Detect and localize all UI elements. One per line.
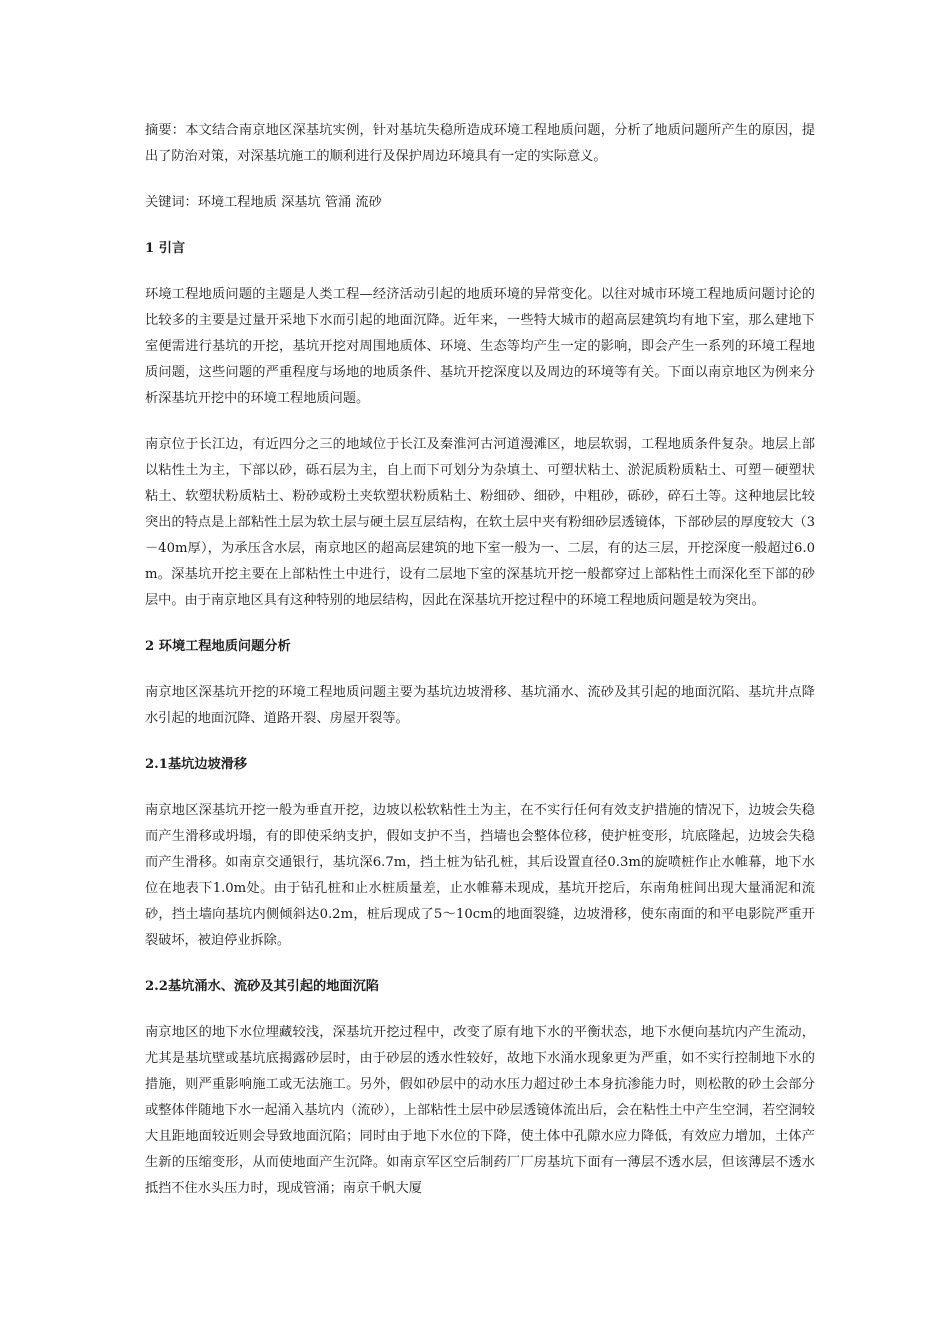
- abstract-paragraph: 摘要：本文结合南京地区深基坑实例，针对基坑失稳所造成环境工程地质问题，分析了地质问题所产生的原因，提出了防治对策，对深基坑施工的顺利进行及保护周边环境具有一定的实际意义。: [145, 123, 815, 164]
- section-2-2-heading: 2.2基坑涌水、流砂及其引起的地面沉陷: [145, 979, 379, 994]
- section-2-heading: 2 环境工程地质问题分析: [145, 639, 291, 654]
- section-2-1-paragraph-1: 南京地区深基坑开挖一般为垂直开挖，边坡以松软粘性土为主，在不实行任何有效支护措施的情况下，边坡会失稳而产生滑移或坍塌，有的即使采纳支护，假如支护不当，挡墙也会整体位移，使护桩变形，坑底隆起，边坡会失稳而产生滑移。如南京交通银行，基坑深6.7m，挡土桩为钻孔桩，其后设置直径0.3m的旋喷桩作止水帷幕，地下水位在地表下1.0m处。由于钻孔桩和止水桩质量差，止水帷幕未现成，基坑开挖后，东南角桩间出现大量涌泥和流砂，挡土墙向基坑内侧倾斜达0.2m，桩后现成了5～10cm的地面裂缝，边坡滑移，使东南面的和平电影院严重开裂破坏，被迫停业拆除。: [145, 803, 815, 948]
- keywords-line: 关键词：环境工程地质 深基坑 管涌 流砂: [145, 195, 382, 210]
- section-2-paragraph-1: 南京地区深基坑开挖的环境工程地质问题主要为基坑边坡滑移、基坑涌水、流砂及其引起的地面沉陷、基坑井点降水引起的地面沉降、道路开裂、房屋开裂等。: [145, 685, 815, 726]
- section-1-paragraph-1: 环境工程地质问题的主题是人类工程—经济活动引起的地质环境的异常变化。以往对城市环境工程地质问题讨论的比较多的主要是过量开采地下水而引起的地面沉降。近年来，一些特大城市的超高层建筑均有地下室，那么建地下室便需进行基坑的开挖，基坑开挖对周围地质体、环境、生态等均产生一定的影响，即会产生一系列的环境工程地质问题，这些问题的严重程度与场地的地质条件、基坑开挖深度以及周边的环境等有关。下面以南京地区为例来分析深基坑开挖中的环境工程地质问题。: [145, 287, 815, 406]
- section-1-heading: 1 引言: [145, 241, 186, 256]
- section-2-2-paragraph-1: 南京地区的地下水位埋藏较浅，深基坑开挖过程中，改变了原有地下水的平衡状态，地下水便向基坑内产生流动，尤其是基坑壁或基坑底揭露砂层时，由于砂层的透水性较好，故地下水涌水现象更为严重，如不实行控制地下水的措施，则严重影响施工或无法施工。另外，假如砂层中的动水压力超过砂土本身抗渗能力时，则松散的砂土会部分或整体伴随地下水一起涌入基坑内（流砂），上部粘性土层中砂层透镜体流出后，会在粘性土中产生空洞，若空洞较大且距地面较近则会导致地面沉陷；同时由于地下水位的下降，使土体中孔隙水应力降低，有效应力增加，土体产生新的压缩变形，从而使地面产生沉降。如南京军区空后制药厂厂房基坑下面有一薄层不透水层，但该薄层不透水抵挡不住水头压力时，现成管涌；南京千帆大厦: [145, 1025, 815, 1196]
- section-2-1-heading: 2.1基坑边坡滑移: [145, 757, 248, 772]
- document-page: [145, 118, 815, 1222]
- section-1-paragraph-2: 南京位于长江边，有近四分之三的地域位于长江及秦淮河古河道漫滩区，地层软弱，工程地质条件复杂。地层上部以粘性土为主，下部以砂，砾石层为主，自上而下可划分为杂填土、可塑状粘土、淤泥质粉质粘土、可塑－硬塑状粘土、软塑状粉质粘土、粉砂或粉土夹软塑状粉质粘土、粉细砂、细砂，中粗砂，砾砂，碎石土等。这种地层比较突出的特点是上部粘性土层为软土层与硬土层互层结构，在软土层中夹有粉细砂层透镜体，下部砂层的厚度较大（3－40m厚），为承压含水层，南京地区的超高层建筑的地下室一般为一、二层，有的达三层，开挖深度一般超过6.0m。深基坑开挖主要在上部粘性土中进行，设有二层地下室的深基坑开挖一般都穿过上部粘性土而深化至下部的砂层中。由于南京地区具有这种特别的地层结构，因此在深基坑开挖过程中的环境工程地质问题是较为突出。: [145, 437, 815, 608]
